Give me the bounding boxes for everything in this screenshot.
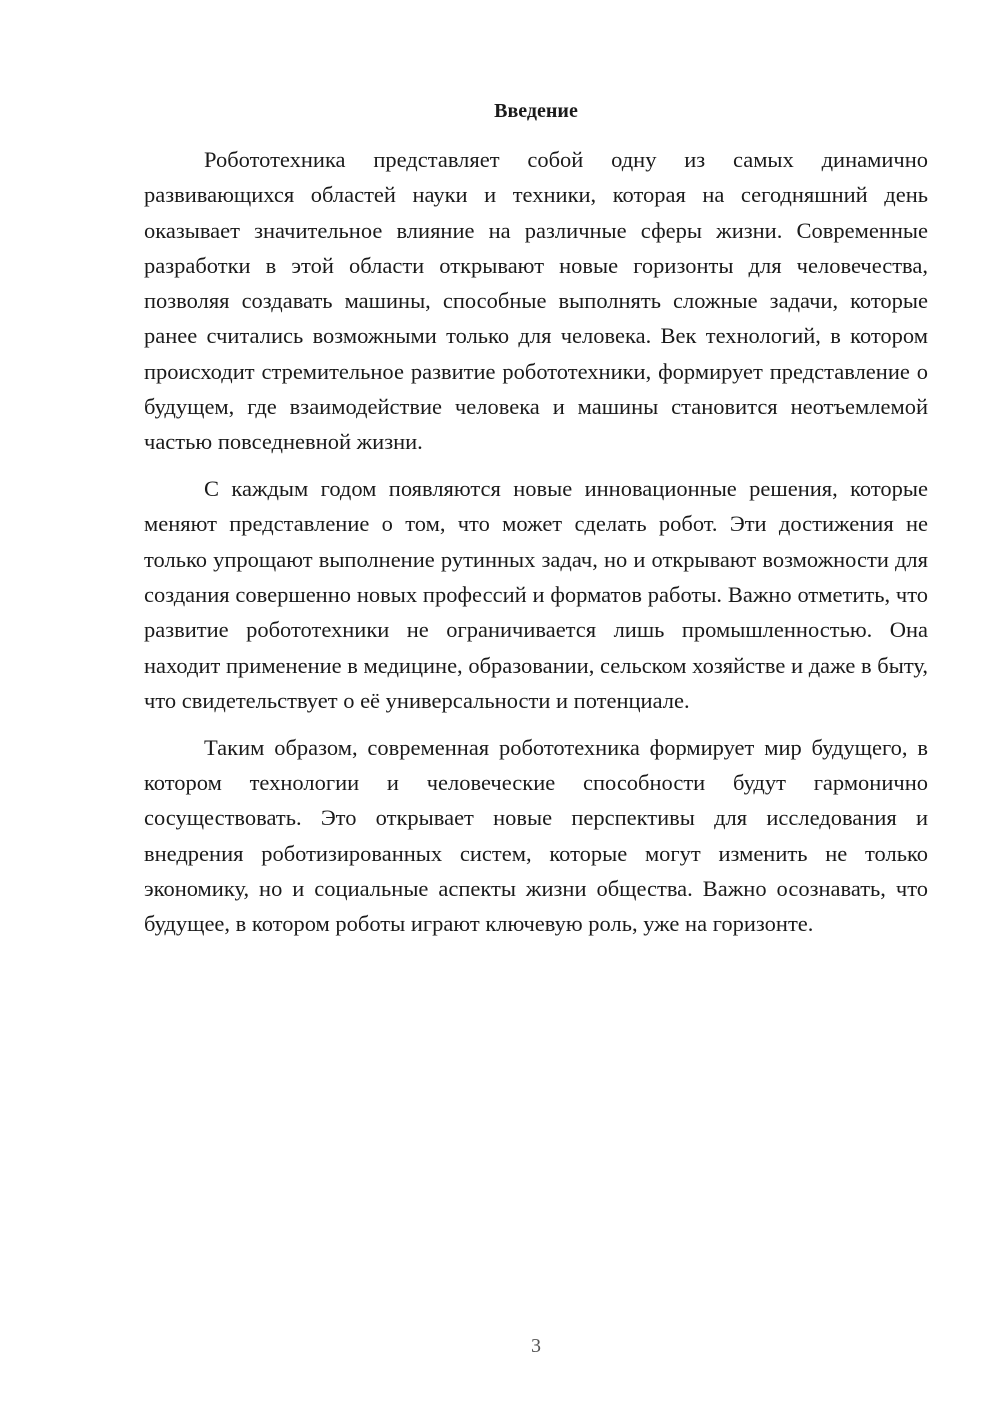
page-number: 3 <box>531 1335 541 1357</box>
paragraph-2: С каждым годом появляются новые инновационные решения, которые меняют представление о том, что может сделать робот. Эти достижения не только упрощают выполнение рутинных задач, но и открывают возможности для создания совершенно новых профессий и форматов работы. Важно отметить, что развитие робототехники не ограничивается лишь промышленностью. Она находит применение в медицине, образовании, сельском хозяйстве и даже в быту, что свидетельствует о её универсальности и потенциале. <box>144 476 928 713</box>
section-title: Введение <box>494 100 578 122</box>
paragraph-3: Таким образом, современная робототехника формирует мир будущего, в котором технологии и человеческие способности будут гармонично сосуществовать. Это открывает новые перспективы для исследования и внедрения роботизированных систем, которые могут изменить не только экономику, но и социальные аспекты жизни общества. Важно осознавать, что будущее, в котором роботы играют ключевую роль, уже на горизонте. <box>144 734 928 937</box>
paragraph-1: Робототехника представляет собой одну из самых динамично развивающихся областей науки и техники, которая на сегодняшний день оказывает значительное влияние на различные сферы жизни. Современные разработки в этой области открывают новые горизонты для человечества, позволяя создавать машины, способные выполнять сложные задачи, которые ранее считались возможными только для человека. Век технологий, в котором происходит стремительное развитие робототехники, формирует представление о будущем, где взаимодействие человека и машины становится неотъемлемой частью повседневной жизни. <box>144 147 928 455</box>
body-text <box>144 142 928 953</box>
